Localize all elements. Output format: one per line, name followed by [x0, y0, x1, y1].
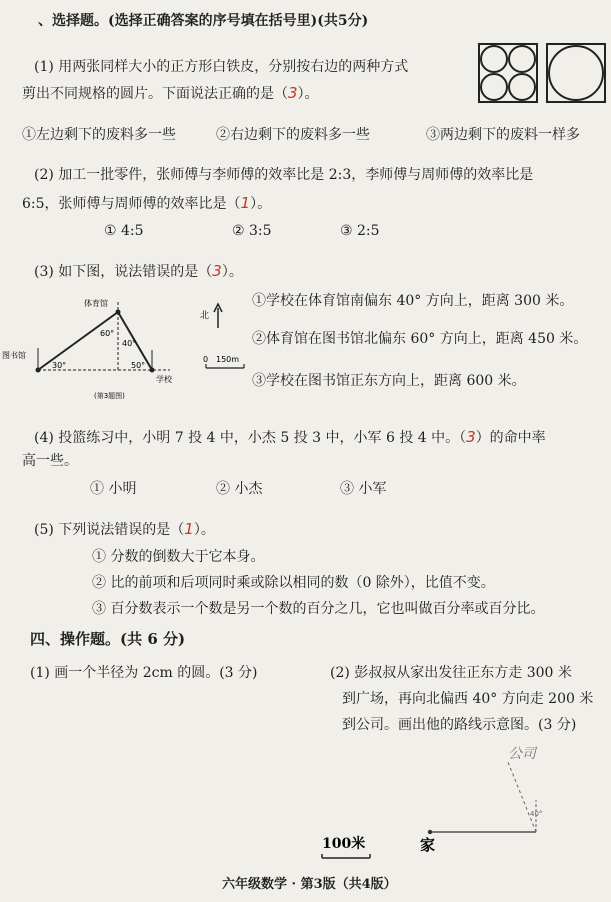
q2-line1: (2) 加工一批零件，张师傅与李师傅的效率比是 2:3，李师傅与周师傅的效率比是 — [34, 167, 534, 183]
q3-statement-1: ①学校在体育馆南偏东 40° 方向上，距离 300 米。 — [252, 293, 574, 309]
q2-option-2: ② 3:5 — [232, 223, 272, 239]
page-footer: 六年级数学 · 第3版（共4版） — [222, 877, 397, 892]
q1-line2-end: ）。 — [297, 86, 319, 102]
q2-option-3: ③ 2:5 — [340, 223, 380, 239]
q4-line1-text: (4) 投篮练习中，小明 7 投 4 中，小杰 5 投 3 中，小军 6 投 4 中。（ — [34, 430, 467, 446]
map-label-school: 学校 — [156, 375, 172, 384]
q4-line1 — [34, 428, 546, 447]
q3-statement-2: ②体育馆在图书馆北偏东 60° 方向上，距离 450 米。 — [252, 331, 588, 347]
section4-p2-line1: (2) 彭叔叔从家出发往正东方走 300 米 — [330, 665, 572, 681]
q4-line2: 高一些。 — [22, 453, 78, 469]
q5-option-2: ② 比的前项和后项同时乘或除以相同的数（0 除外），比值不变。 — [92, 575, 495, 591]
q4-answer: 3 — [466, 428, 476, 446]
q3-line1-text: (3) 如下图，说法错误的是（ — [34, 264, 213, 280]
q4-line1-end: ）的命中率 — [475, 430, 546, 446]
map-angle-b: 40° — [122, 339, 137, 348]
q1-line1: (1) 用两张同样大小的正方形白铁皮，分别按右边的两种方式 — [34, 59, 409, 75]
map-north-label: 北 — [200, 311, 210, 321]
q2-answer: 1 — [240, 194, 251, 212]
section4-title: 四、操作题。(共 6 分) — [30, 630, 186, 648]
q5-option-3: ③ 百分数表示一个数是另一个数的百分之几，它也叫做百分率或百分比。 — [92, 601, 545, 617]
map-angle-d: 50° — [131, 361, 146, 370]
map-label-gym: 体育馆 — [84, 299, 108, 308]
q1-option-3: ③两边剩下的废料一样多 — [426, 127, 580, 143]
section4-p2-line2: 到广场，再向北偏西 40° 方向走 200 米 — [342, 691, 594, 707]
q5-line1 — [34, 520, 215, 539]
q2-line2-text: 6:5，张师傅与周师傅的效率比是（ — [22, 196, 241, 212]
q3-line1 — [34, 262, 243, 281]
section4-p1: (1) 画一个半径为 2cm 的圆。(3 分) — [30, 665, 258, 681]
q5-answer: 1 — [184, 520, 194, 538]
q1-option-1: ①左边剩下的废料多一些 — [22, 127, 176, 143]
route-scale-bar — [318, 852, 378, 864]
map-angle-a: 60° — [100, 329, 115, 338]
map-caption: (第3题图) — [94, 392, 125, 400]
q1-line2-text: 剪出不同规格的圆片。下面说法正确的是（ — [22, 86, 288, 102]
map-scale-zero: 0 — [203, 355, 209, 364]
q1-figures — [477, 42, 609, 106]
map-scale-length: 150m — [216, 355, 240, 364]
q1-line2 — [22, 84, 319, 103]
route-scale-label: 100米 — [322, 836, 366, 852]
q5-line1-text: (5) 下列说法错误的是（ — [34, 522, 185, 538]
svg-text:40°: 40° — [530, 810, 543, 818]
section4-p2-line3: 到公司。画出他的路线示意图。(3 分) — [342, 717, 577, 733]
q3-statement-3: ③学校在图书馆正东方向上，距离 600 米。 — [252, 373, 526, 389]
q5-option-1: ① 分数的倒数大于它本身。 — [92, 549, 265, 565]
q2-line2 — [22, 194, 271, 213]
map-angle-c: 30° — [52, 361, 67, 370]
q4-option-1: ① 小明 — [90, 481, 137, 497]
q1-option-2: ②右边剩下的废料多一些 — [216, 127, 370, 143]
q4-option-3: ③ 小军 — [340, 481, 387, 497]
q1-answer: 3 — [288, 84, 298, 102]
route-home-label: 家 — [420, 836, 436, 852]
q3-map-figure — [0, 292, 250, 404]
q2-line2-end: ）。 — [250, 196, 272, 212]
route-drawing — [300, 740, 600, 852]
map-label-library: 图书馆 — [2, 351, 26, 360]
q3-line1-end: ）。 — [221, 264, 243, 280]
hand-label-company: 公司 — [508, 746, 536, 762]
section-title: 、选择题。(选择正确答案的序号填在括号里)(共5分) — [38, 13, 369, 29]
q2-option-1: ① 4:5 — [104, 223, 144, 239]
q3-answer: 3 — [212, 262, 222, 280]
q4-option-2: ② 小杰 — [216, 481, 263, 497]
q5-line1-end: ）。 — [193, 522, 215, 538]
